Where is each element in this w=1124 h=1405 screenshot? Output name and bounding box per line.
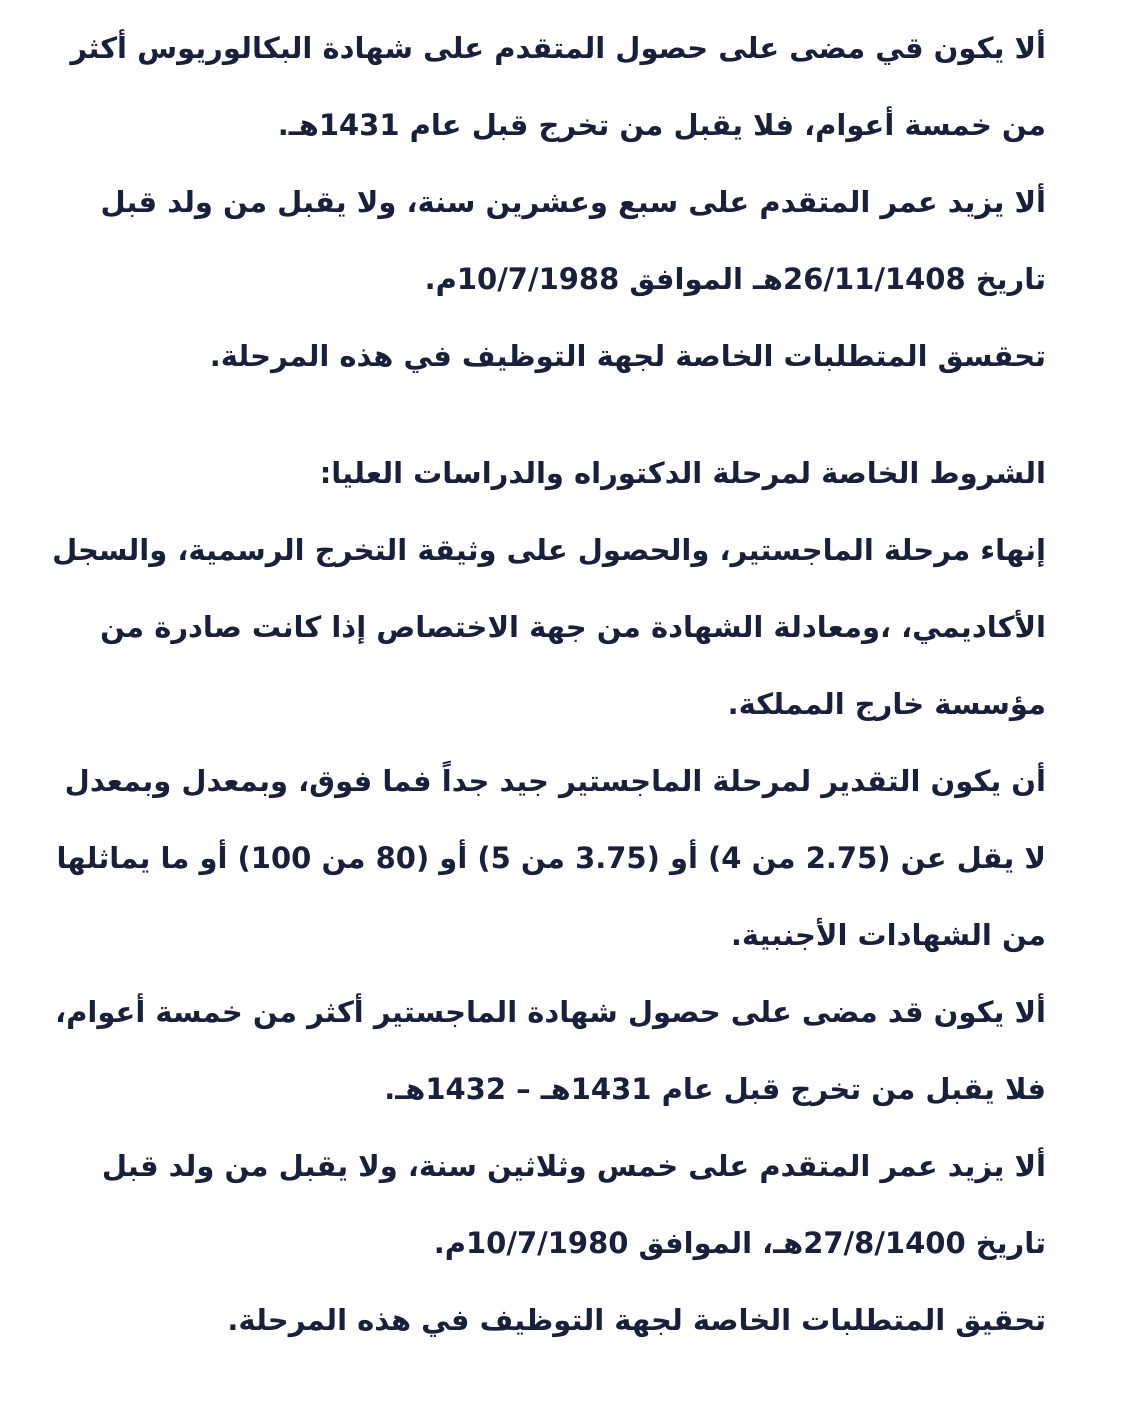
text-line: لا يقل عن (2.75 من 4) أو (3.75 من 5) أو (80 من 100) أو ما يماثلها [56,841,1046,875]
doctorate-conditions [52,447,1046,1371]
text-line: ألا يكون قد مضى على حصول شهادة الماجستير أكثر من خمسة أعوام، [55,995,1046,1029]
text-line: فلا يقبل من تخرج قبل عام 1431هـ – 1432هـ. [384,1072,1046,1106]
text-line: ألا يزيد عمر المتقدم على خمس وثلاثين سنة، ولا يقبل من ولد قبل [101,1149,1046,1183]
text-line: إنهاء مرحلة الماجستير، والحصول على وثيقة التخرج الرسمية، والسجل [52,533,1046,567]
text-line: تحقسق المتطلبات الخاصة لجهة التوظيف في هذه المرحلة. [209,339,1046,373]
text-line: تحقيق المتطلبات الخاصة لجهة التوظيف في هذه المرحلة. [227,1303,1046,1337]
text-line: ألا يكون قي مضى على حصول المتقدم على شهادة البكالوريوس أكثر [70,31,1046,65]
text-line: ألا يزيد عمر المتقدم على سبع وعشرين سنة، ولا يقبل من ولد قبل [100,185,1046,219]
section-spacer [74,407,1046,447]
text-line: من خمسة أعوام، فلا يقبل من تخرج قبل عام 1431هـ. [277,108,1046,142]
text-line: أن يكون التقدير لمرحلة الماجستير جيد جداً فما فوق، وبمعدل وبمعدل [64,764,1046,798]
text-line: تاريخ 26/11/1408هـ الموافق 10/7/1988م. [424,262,1046,296]
section-heading: الشروط الخاصة لمرحلة الدكتوراه والدراسات العليا: [319,456,1046,490]
text-line: من الشهادات الأجنبية. [730,918,1046,952]
text-line: تاريخ 27/8/1400هـ، الموافق 10/7/1980م. [433,1226,1046,1260]
bachelor-conditions [70,22,1046,407]
text-line: مؤسسة خارج المملكة. [727,687,1046,721]
text-line: الأكاديمي، ،ومعادلة الشهادة من جهة الاختصاص إذا كانت صادرة من [100,610,1046,644]
